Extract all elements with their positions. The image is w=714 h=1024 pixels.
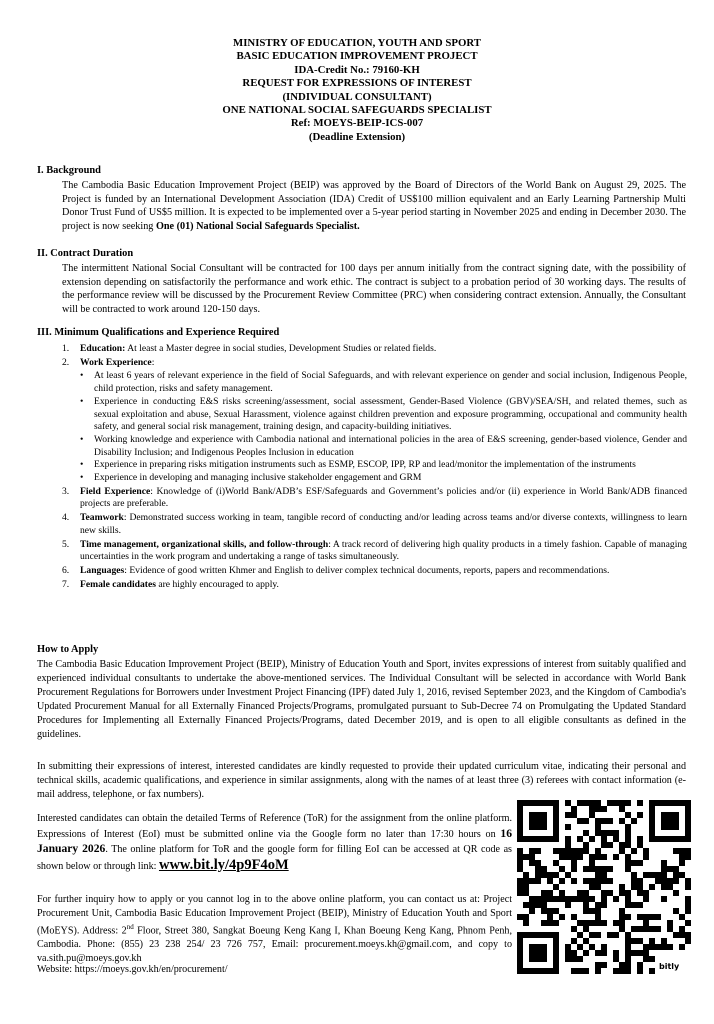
position-title: One (01) National Social Safeguards Specialist. [155,220,360,232]
bullet-item: • Experience in conducting E&S risks screening/assessment, social assessment, Gender-Based Violence (GBV)/SEA/SH, and related themes, such as sexual exploitation and abuse, Sexual Harassment, violence against children prevention and exposure programming, occupational and community health safety, and general social risk management, training design, and capacity-building initiatives. [80,395,687,433]
document-header [0,37,714,144]
apply-paragraph-1: The Cambodia Basic Education Improvement Project (BEIP), Ministry of Education Youth and Sport, invites expressions of interest from suitably qualified and experienced individual consultants to undertake the above-mentioned services. The Individual Consultant will be selected in accordance with World Bank Procurement Regulations for Borrowers under Investment Project Financing (IPF) dated July 1, 2016, revised September 2023, and the Kingdom of Cambodia's Updated Procurement Manual for all Externally Financed Projects/Programs, promulgated pursuant to Sub-Decree 74 on Promulgating the Updated Standard Procedures for Implementing all Externally Financed Projects/Programs, dated December 2019, and is open to all eligible consultants as defined in the guidelines. [37,659,686,740]
header-line: BASIC EDUCATION IMPROVEMENT PROJECT [236,50,478,63]
background-text: The Cambodia Basic Education Improvement Project (BEIP) was approved by the Board of Directors of the World Bank on August 29, 2025. The Project is funded by an International Development Association (IDA) Credit of US$100 million equivalent and an Early Learning Partnership Multi Donor Trust Fund of US$5 million. It is expected to be implemented over a 5-year period starting in November 2025 and ending in December 2030. The project is now seeking One (01) National Social Safeguards Specialist. [62,180,686,232]
header-line: IDA-Credit No.: 79160-KH [294,63,420,76]
list-item: 1. Education: At least a Master degree in social studies, Development Studies or related fields. [62,343,437,354]
bullet-item: • Experience in developing and managing inclusive stakeholder engagement and GRM [80,472,422,484]
tor-link[interactable]: www.bit.ly/4p9F4oM [158,856,289,873]
contract-text: The intermittent National Social Consultant will be contracted for 100 days per annum initially from the contract signing date, with the possibility of extension depending on satisfactorily the performance and work ethic. The contract is subject to a probation period of 30 working days. The results of the performance review will be discussed by the Procurement Review Committee (PRC) when considering contract extension. Annually, the Consultant will be contracted to work around 120-150 days. [62,263,686,315]
header-line: ONE NATIONAL SOCIAL SAFEGUARDS SPECIALIST [222,104,492,117]
list-item: 4. Teamwork: Demonstrated success working in team, tangible record of conducting and/or leading across teams and/or diverse contexts, willingness to learn new skills. [62,512,687,536]
list-item: 6. Languages: Evidence of good written Khmer and English to deliver complex technical documents, reports, papers and recommendations. [62,564,610,576]
bullet-item: • Working knowledge and experience with Cambodia national and international policies in the area of E&S screening, gender-based violence, Gender and Disability Inclusion; and Indigenous Peoples Inclusion in education [80,433,687,458]
website-line[interactable]: Website: https://moeys.gov.kh/en/procurement/ [37,964,228,975]
header-line: MINISTRY OF EDUCATION, YOUTH AND SPORT [233,37,481,49]
apply-paragraph-2: In submitting their expressions of interest, interested candidates are kindly requested to provide their updated curriculum vitae, indicating their personal and technical skills, academic qualifications, and experience in similar assignments, along with the names of at least three (3) referees with contact information (e-mail address, telephone, or fax numbers). [37,761,686,800]
list-item: 3. Field Experience: Knowledge of (i)World Bank/ADB’s ESF/Safeguards and Government’s policies and/or (ii) experience in World Bank/ADB financed projects are preferable. [62,485,687,510]
bullet-item: • Experience in preparing risks mitigation instruments such as ESMP, ESCOP, IPP, RP and lead/monitor the implementation of the instruments [80,459,636,471]
bullet-item: • At least 6 years of relevant experience in the field of Social Safeguards, and with relevant experience on gender and social inclusion, Indigenous People, child protection, risks and safety management. [80,370,687,395]
contract-heading: II. Contract Duration [37,248,134,259]
bitly-badge: bitly [659,962,680,971]
apply-paragraph-3: Interested candidates can obtain the detailed Terms of Reference (ToR) for the assignment from the online platform. Expressions of Interest (EoI) must be submitted online via the Google form no later than 17:30 hours on 16 January 2026. The online platform for ToR and the google form for filling EoI can be accessed at QR code as shown below or through link: www.bit.ly/4p9F4oM [37,813,512,873]
header-line: REQUEST FOR EXPRESSIONS OF INTEREST [242,77,472,90]
apply-heading: How to Apply [37,644,99,655]
qr-code-icon[interactable] [517,800,691,974]
list-item: 5. Time management, organizational skills, and follow-through: A track record of delivering high quality products in a timely fashion. Capable of managing uncertainties in the work program and undertaking a range of tasks simultaneously. [62,538,687,563]
header-line: (INDIVIDUAL CONSULTANT) [282,90,432,103]
header-line: Ref: MOEYS-BEIP-ICS-007 [290,117,424,130]
deadline-date: 16 January 2026 [37,826,512,856]
apply-paragraph-4: For further inquiry how to apply or you cannot log in to the above online platform, you can contact us at: Project Procurement Unit, Cambodia Basic Education Improvement Project (BEIP), Ministry of Education Youth and Sport (MoEYS). Address: 2nd Floor, Street 380, Sangkat Boeung Keng Kang I, Khan Boeung Keng Kang, Phnom Penh, Cambodia. Phone: (855) 23 238 254/ 23 726 757, Email: procurement.moeys.kh@gmail.com, and copy to va.sith.pu@moeys.gov.kh [37,894,513,964]
background-heading: I. Background [37,165,101,176]
qualifications-list [62,343,687,592]
list-item: 2. Work Experience: [62,356,155,368]
qualifications-heading: III. Minimum Qualifications and Experience Required [37,327,280,338]
header-line: (Deadline Extension) [308,130,406,143]
list-item: 7. Female candidates are highly encouraged to apply. [62,578,279,590]
